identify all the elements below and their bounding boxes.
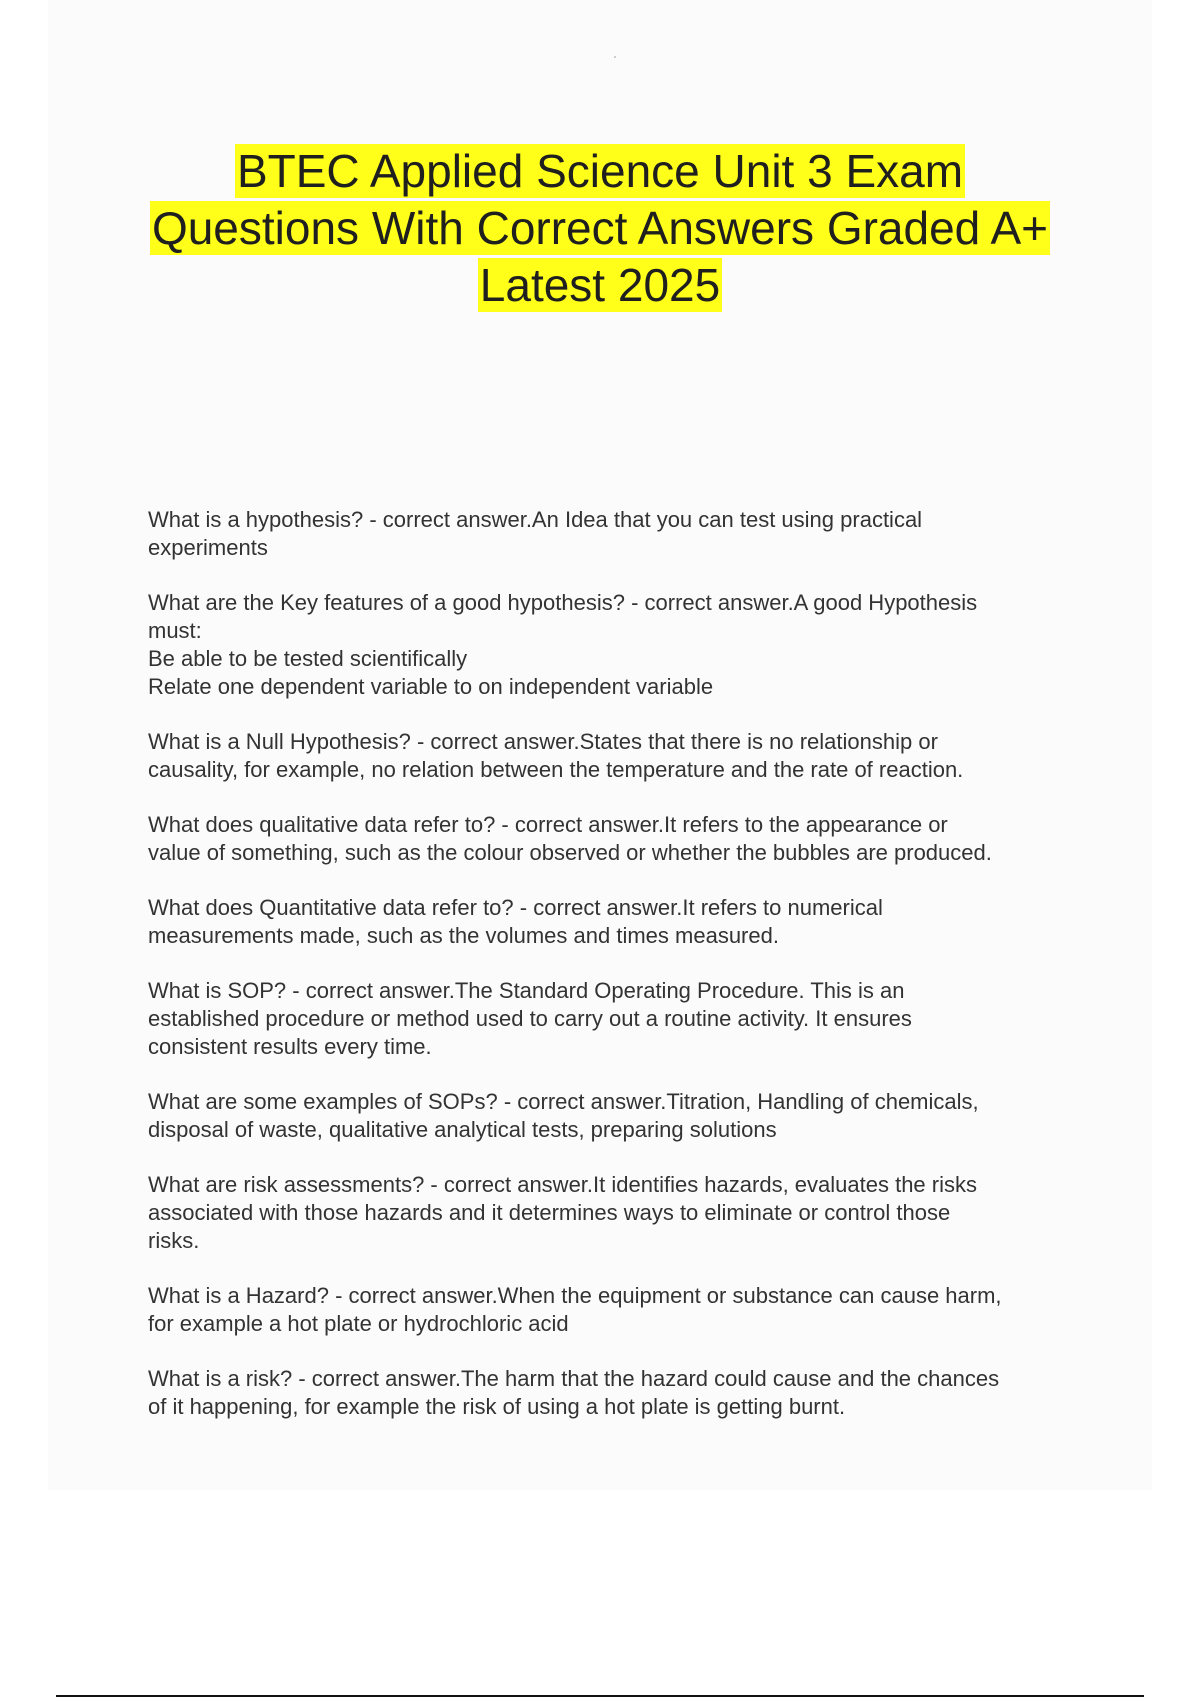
qa-text-line: of it happening, for example the risk of using a hot plate is getting burnt.: [148, 1394, 846, 1419]
qa-text-line: measurements made, such as the volumes and times measured.: [148, 923, 779, 948]
qa-list: [148, 506, 1088, 1448]
qa-text-line: consistent results every time.: [148, 1034, 432, 1059]
qa-text-line: Be able to be tested scientifically: [148, 646, 468, 671]
qa-text-line: disposal of waste, qualitative analytical tests, preparing solutions: [148, 1117, 777, 1142]
qa-text-line: What are some examples of SOPs? - correct answer.Titration, Handling of chemicals,: [148, 1089, 979, 1114]
qa-text-line: What is a Null Hypothesis? - correct answer.States that there is no relationship or: [148, 729, 938, 754]
qa-text-line: for example a hot plate or hydrochloric acid: [148, 1311, 569, 1336]
qa-item: [148, 589, 1088, 701]
qa-item: [148, 506, 1088, 562]
qa-text-line: causality, for example, no relation between the temperature and the rate of reaction.: [148, 757, 964, 782]
footer-divider: [56, 1695, 1144, 1697]
qa-item: [148, 977, 1088, 1061]
qa-item: [148, 728, 1088, 784]
qa-text-line: What is a Hazard? - correct answer.When the equipment or substance can cause harm,: [148, 1283, 1002, 1308]
qa-text-line: value of something, such as the colour observed or whether the bubbles are produced.: [148, 840, 992, 865]
document-title: [100, 143, 1100, 314]
qa-item: [148, 1282, 1088, 1338]
title-line-2: Questions With Correct Answers Graded A+: [151, 202, 1049, 254]
qa-text-line: Relate one dependent variable to on independent variable: [148, 674, 714, 699]
title-line-3: Latest 2025: [479, 259, 721, 311]
qa-text-line: experiments: [148, 535, 268, 560]
qa-text-line: associated with those hazards and it determines ways to eliminate or control those: [148, 1200, 951, 1225]
qa-text-line: What does Quantitative data refer to? - correct answer.It refers to numerical: [148, 895, 883, 920]
qa-text-line: What are risk assessments? - correct answer.It identifies hazards, evaluates the risks: [148, 1172, 977, 1197]
qa-text-line: What is a hypothesis? - correct answer.An Idea that you can test using practical: [148, 507, 923, 532]
title-line-1: BTEC Applied Science Unit 3 Exam: [236, 145, 964, 197]
qa-text-line: established procedure or method used to carry out a routine activity. It ensures: [148, 1006, 912, 1031]
qa-item: [148, 1171, 1088, 1255]
qa-text-line: What is SOP? - correct answer.The Standard Operating Procedure. This is an: [148, 978, 905, 1003]
qa-item: [148, 811, 1088, 867]
qa-text-line: What is a risk? - correct answer.The harm that the hazard could cause and the chances: [148, 1366, 1000, 1391]
qa-text-line: What does qualitative data refer to? - correct answer.It refers to the appearance or: [148, 812, 948, 837]
qa-item: [148, 1365, 1088, 1421]
qa-text-line: What are the Key features of a good hypothesis? - correct answer.A good Hypothesis: [148, 590, 978, 615]
scan-artifact-dot: [614, 56, 616, 58]
qa-text-line: must:: [148, 618, 202, 643]
qa-item: [148, 894, 1088, 950]
qa-text-line: risks.: [148, 1228, 200, 1253]
qa-item: [148, 1088, 1088, 1144]
